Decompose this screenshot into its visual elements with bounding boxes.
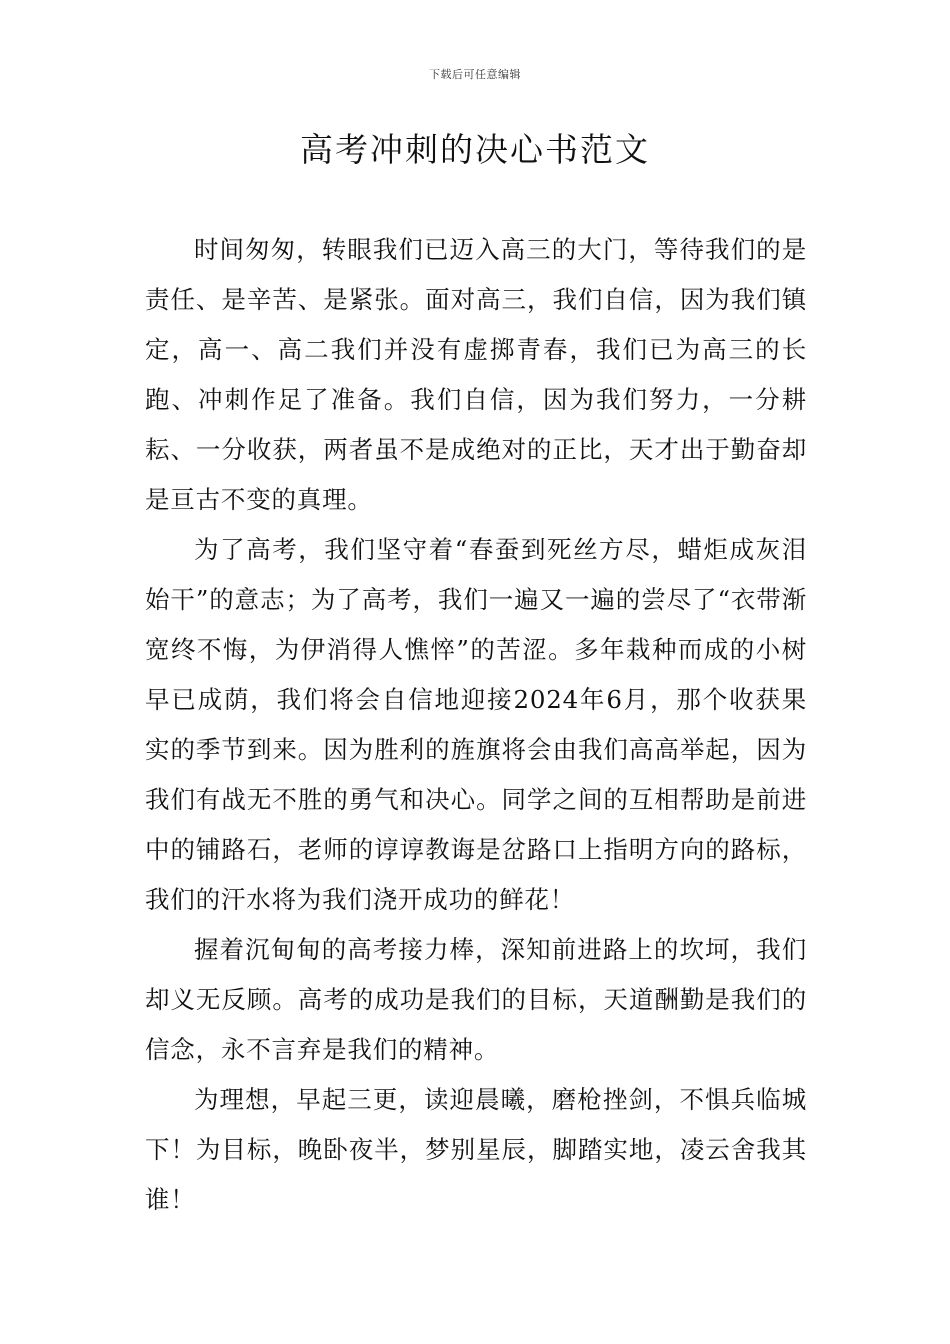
- header-note: 下载后可任意编辑: [429, 68, 521, 81]
- document-title: 高考冲刺的决心书范文: [300, 130, 650, 169]
- paragraph: 时间匆匆，转眼我们已迈入高三的大门，等待我们的是责任、是辛苦、是紧张。面对高三，我们自信，因为我们镇定，高一、高二我们并没有虚掷青春，我们已为高三的长跑、冲刺作足了准备。我们自信，因为我们努力，一分耕耘、一分收获，两者虽不是成绝对的正比，天才出于勤奋却是亘古不变的真理。: [145, 235, 807, 514]
- paragraph: 为理想，早起三更，读迎晨曦，磨枪挫剑，不惧兵临城下！为目标，晚卧夜半，梦别星辰，脚踏实地，凌云舍我其谁！: [145, 1085, 807, 1214]
- paragraph: 握着沉甸甸的高考接力棒，深知前进路上的坎坷，我们却义无反顾。高考的成功是我们的目标，天道酬勤是我们的信念，永不言弃是我们的精神。: [145, 935, 807, 1064]
- paragraph: 为了高考，我们坚守着“春蚕到死丝方尽，蜡炬成灰泪始干”的意志；为了高考，我们一遍又一遍的尝尽了“衣带渐宽终不悔，为伊消得人憔悴”的苦涩。多年栽种而成的小树早已成荫，我们将会自信地迎接2024年6月，那个收获果实的季节到来。因为胜利的旌旗将会由我们高高举起，因为我们有战无不胜的勇气和决心。同学之间的互相帮助是前进中的铺路石，老师的谆谆教诲是岔路口上指明方向的路标，我们的汗水将为我们浇开成功的鲜花！: [145, 535, 807, 914]
- document-body: [145, 225, 807, 1225]
